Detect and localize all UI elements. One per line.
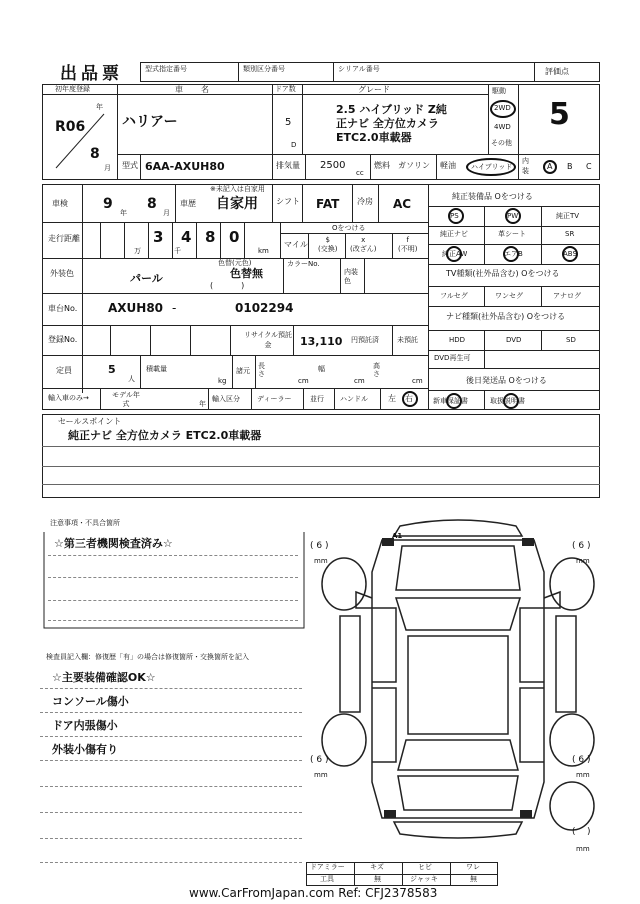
score-value: 5 — [549, 97, 570, 132]
tire-fl: ( 6 ) — [310, 541, 329, 551]
tv-analog: アナログ — [553, 292, 581, 300]
notes-label: 注意事項・不具合箇所 — [50, 519, 120, 527]
mileage-digit-4: 4 — [181, 228, 192, 246]
equip-navi: 純正ナビ — [440, 230, 468, 238]
color-label: 外装色 — [50, 269, 74, 278]
displacement-value: 2500 — [320, 160, 346, 171]
grade-label: グレード — [358, 85, 390, 94]
mileage-digit-6: 0 — [229, 228, 240, 246]
equip-sr: SR — [565, 230, 575, 238]
footer-watermark: www.CarFromJapan.com Ref: CFJ2378583 — [185, 887, 441, 899]
sales-text: 純正ナビ 全方位カメラ ETC2.0車載器 — [68, 429, 262, 442]
equip-pw: PW — [507, 212, 519, 220]
tire-spare: ( ) — [572, 827, 591, 837]
later-manual: 取扱説明書 — [490, 397, 525, 405]
interior-b: B — [567, 162, 573, 171]
inspector-line-3: ドア内張傷小 — [52, 719, 118, 732]
mileage-label: 走行距離 — [48, 234, 80, 243]
score-label: 評価点 — [545, 67, 569, 76]
first-reg-slash — [50, 108, 112, 172]
tv-one: ワンセグ — [495, 292, 523, 300]
sales-point-block — [42, 414, 600, 498]
car-diagram — [316, 512, 600, 842]
tv-full: フルセグ — [440, 292, 468, 300]
inspector-line-2: コンソール傷小 — [52, 695, 129, 708]
inspector-label: 検査員記入欄：修復歴「有」の場合は修復箇所・交換箇所を記入 — [46, 653, 249, 661]
car-name-value: ハリアー — [122, 114, 178, 130]
shift-value: FAT — [316, 197, 340, 211]
chassis-label: 車台No. — [48, 304, 78, 313]
equipment-title: 純正装備品 Oをつける — [452, 192, 533, 201]
mileage-digit-5: 8 — [205, 228, 216, 246]
inspection-month: 8 — [147, 196, 157, 212]
later-warranty: 新車保証書 — [433, 397, 468, 405]
handle-right: 右 — [405, 394, 413, 403]
serial-label: シリアル番号 — [338, 65, 380, 73]
form-title: 出品票 — [60, 64, 123, 84]
navi-sd: SD — [566, 336, 576, 344]
capacity-value: 5 — [108, 363, 116, 376]
notes-line-1: ☆第三者機関検査済み☆ — [54, 537, 173, 550]
tv-title: TV種類(社外品含む) Oをつける — [446, 269, 560, 278]
inspector-line-1: ☆主要装備確認OK☆ — [52, 671, 156, 684]
tire-rr: ( 6 ) — [572, 755, 591, 765]
model-code-label: 型式指定番号 — [145, 65, 187, 73]
drive-4wd: 4WD — [494, 123, 511, 131]
damage-a1: A1 — [392, 532, 403, 540]
interior-c: C — [586, 162, 592, 171]
equip-aw: 純正AW — [442, 250, 468, 258]
drive-2wd: 2WD — [494, 104, 511, 112]
equip-leather: 革シート — [498, 230, 526, 238]
import-label: 輸入車のみ→ — [48, 394, 89, 402]
inspector-line-4: 外装小傷有り — [52, 743, 118, 756]
grade-line-3: ETC2.0車載器 — [336, 131, 412, 144]
inspection-year: 9 — [103, 196, 113, 212]
first-reg-value: R06 — [55, 119, 86, 135]
repaint-value: 色替無 — [230, 267, 263, 280]
tire-rl: ( 6 ) — [310, 755, 329, 765]
mileage-digit-3: 3 — [153, 228, 164, 246]
usage-value: 自家用 — [216, 196, 258, 212]
navi-hdd: HDD — [449, 336, 466, 344]
ac-value: AC — [393, 197, 412, 211]
sales-label: セールスポイント — [58, 417, 122, 426]
interior-a: A — [547, 162, 553, 171]
inspection-label: 車検 — [52, 199, 68, 208]
drive-other: その他 — [491, 139, 512, 147]
fuel-hybrid: ハイブリッド — [471, 163, 513, 171]
capacity-label: 定員 — [56, 366, 72, 375]
navi-dvd-play: DVD再生可 — [434, 354, 471, 362]
navi-title: ナビ種類(社外品含む) Oをつける — [446, 312, 566, 321]
recycle-value: 13,110 — [300, 335, 343, 348]
car-name-label: 車名 — [175, 85, 227, 94]
reg-label: 登録No. — [48, 335, 78, 344]
equip-abs: ABS — [563, 250, 577, 258]
equip-tv: 純正TV — [556, 212, 580, 220]
grade-line-2: 正ナビ 全方位カメラ — [336, 117, 439, 130]
chassis-prefix: AXUH80 — [108, 301, 164, 315]
first-reg-month: 8 — [90, 146, 100, 162]
equip-ps: PS — [450, 212, 459, 220]
grade-line-1: 2.5 ハイブリッド Z純 — [336, 103, 447, 116]
later-title: 後日発送品 Oをつける — [466, 376, 547, 385]
tire-fr: ( 6 ) — [572, 541, 591, 551]
navi-dvd: DVD — [506, 336, 522, 344]
color-value: パール — [130, 272, 163, 285]
model-value: 6AA-AXUH80 — [145, 160, 225, 173]
doors-value: 5 — [285, 117, 292, 128]
first-reg-label: 初年度登録 — [55, 85, 90, 93]
chassis-number: 0102294 — [235, 301, 294, 315]
equip-airbag: エアB — [504, 250, 523, 258]
category-label: 類別区分番号 — [243, 65, 285, 73]
